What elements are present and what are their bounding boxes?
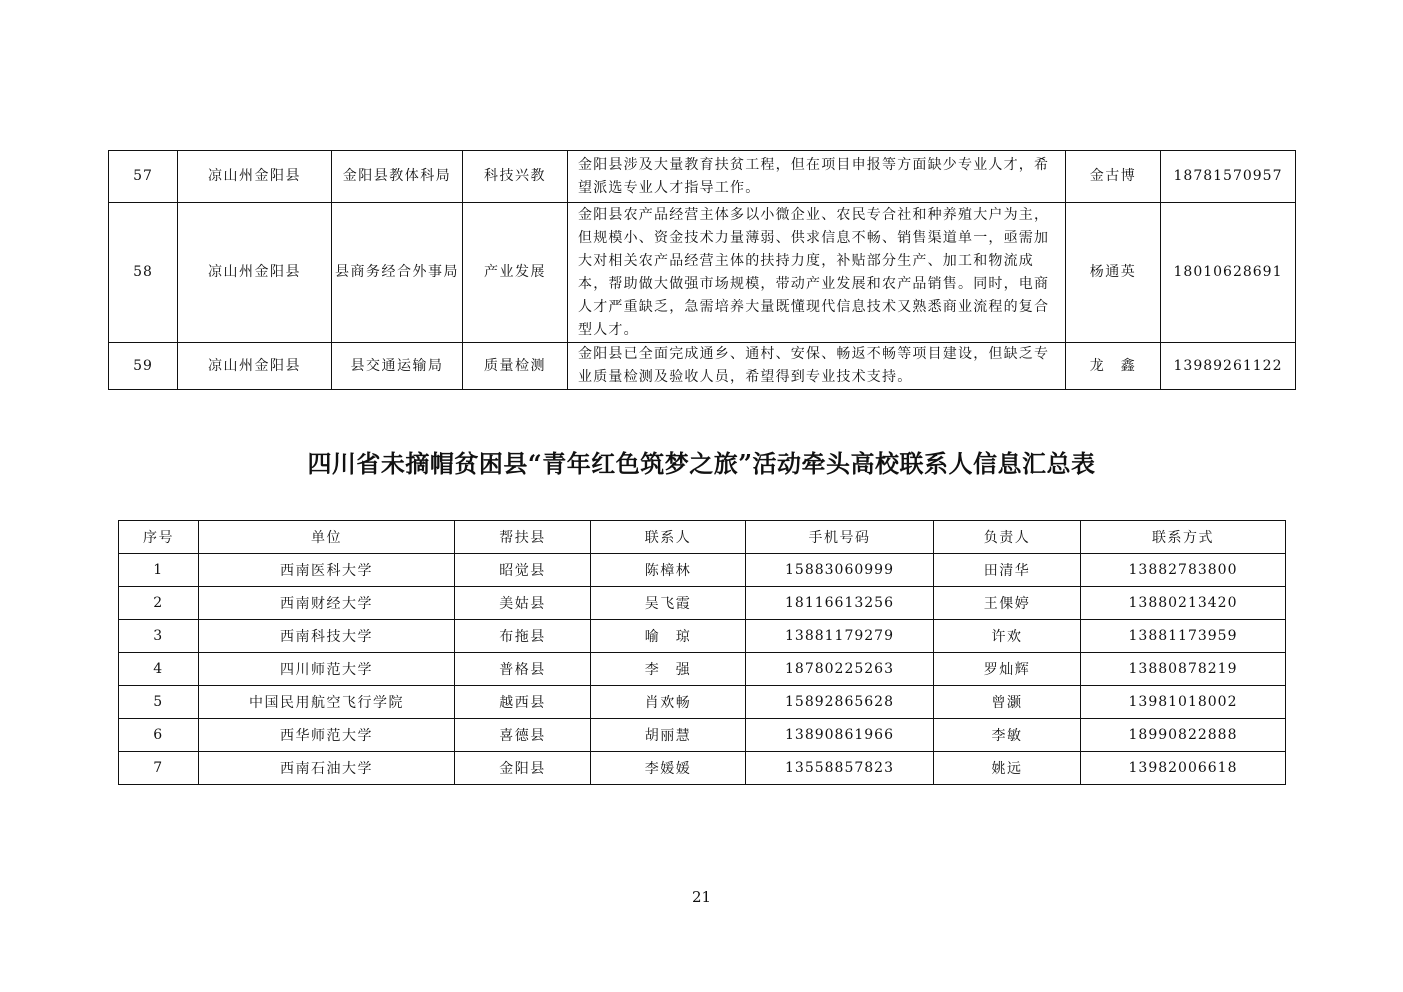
cell-no: 59 [109, 343, 178, 390]
cell-dept: 金阳县教体科局 [332, 151, 463, 203]
cell-desc: 金阳县已全面完成通乡、通村、安保、畅返不畅等项目建设，但缺乏专业质量检测及验收人员，希望得到专业技术支持。 [568, 343, 1066, 390]
table-row [119, 554, 1286, 587]
table-cell: 肖欢畅 [591, 686, 746, 719]
cell-field: 科技兴教 [463, 151, 568, 203]
cell-desc: 金阳县涉及大量教育扶贫工程，但在项目申报等方面缺少专业人才，希望派选专业人才指导工作。 [568, 151, 1066, 203]
column-header: 手机号码 [746, 521, 934, 554]
page-title: 四川省未摘帽贫困县“青年红色筑梦之旅”活动牵头高校联系人信息汇总表 [307, 449, 1096, 478]
table-cell: 13880213420 [1081, 587, 1286, 620]
table-row [119, 719, 1286, 752]
contacts-table [118, 520, 1286, 785]
table-cell: 昭觉县 [455, 554, 591, 587]
cell-no: 57 [109, 151, 178, 203]
table-cell: 6 [119, 719, 199, 752]
table-cell: 西南财经大学 [199, 587, 455, 620]
cell-phone: 13989261122 [1161, 343, 1296, 390]
table-row [109, 151, 1296, 203]
table-cell: 美姑县 [455, 587, 591, 620]
table-cell: 西华师范大学 [199, 719, 455, 752]
cell-dept: 县商务经合外事局 [332, 203, 463, 343]
table-cell: 西南科技大学 [199, 620, 455, 653]
table-cell: 13882783800 [1081, 554, 1286, 587]
table-cell: 普格县 [455, 653, 591, 686]
table-row [119, 752, 1286, 785]
table-cell: 喜德县 [455, 719, 591, 752]
table-cell: 王倮婷 [934, 587, 1081, 620]
table-cell: 18116613256 [746, 587, 934, 620]
table-cell: 1 [119, 554, 199, 587]
table-cell: 13558857823 [746, 752, 934, 785]
table-cell: 15892865628 [746, 686, 934, 719]
cell-desc: 金阳县农产品经营主体多以小微企业、农民专合社和种养殖大户为主，但规模小、资金技术力量薄弱、供求信息不畅、销售渠道单一，亟需加大对相关农产品经营主体的扶持力度，补贴部分生产、加工和物流成本，帮助做大做强市场规模，带动产业发展和农产品销售。同时，电商人才严重缺乏，急需培养大量既懂现代信息技术又熟悉商业流程的复合型人才。 [568, 203, 1066, 343]
cell-phone: 18010628691 [1161, 203, 1296, 343]
cell-no: 58 [109, 203, 178, 343]
table-row [119, 653, 1286, 686]
table-cell: 18780225263 [746, 653, 934, 686]
table-cell: 7 [119, 752, 199, 785]
cell-dept: 县交通运输局 [332, 343, 463, 390]
cell-field: 质量检测 [463, 343, 568, 390]
table-cell: 越西县 [455, 686, 591, 719]
table-cell: 姚远 [934, 752, 1081, 785]
table-cell: 13981018002 [1081, 686, 1286, 719]
table-cell: 西南石油大学 [199, 752, 455, 785]
column-header: 帮扶县 [455, 521, 591, 554]
table-cell: 吴飞霞 [591, 587, 746, 620]
cell-region: 凉山州金阳县 [178, 343, 332, 390]
table-row [119, 620, 1286, 653]
table-cell: 四川师范大学 [199, 653, 455, 686]
table-cell: 西南医科大学 [199, 554, 455, 587]
page-number: 21 [691, 888, 712, 906]
column-header: 联系方式 [1081, 521, 1286, 554]
column-header: 联系人 [591, 521, 746, 554]
column-header: 负责人 [934, 521, 1081, 554]
table-cell: 喻 琼 [591, 620, 746, 653]
table-row [119, 686, 1286, 719]
table-row [109, 203, 1296, 343]
table-cell: 18990822888 [1081, 719, 1286, 752]
column-header: 序号 [119, 521, 199, 554]
table-row [109, 343, 1296, 390]
table-cell: 李 强 [591, 653, 746, 686]
table-cell: 13982006618 [1081, 752, 1286, 785]
cell-phone: 18781570957 [1161, 151, 1296, 203]
table-cell: 4 [119, 653, 199, 686]
table-cell: 中国民用航空飞行学院 [199, 686, 455, 719]
column-header: 单位 [199, 521, 455, 554]
table-cell: 13890861966 [746, 719, 934, 752]
table-cell: 罗灿辉 [934, 653, 1081, 686]
table-row [119, 587, 1286, 620]
table-cell: 田清华 [934, 554, 1081, 587]
table-cell: 曾灏 [934, 686, 1081, 719]
cell-region: 凉山州金阳县 [178, 151, 332, 203]
table-cell: 13881179279 [746, 620, 934, 653]
projects-table [108, 150, 1296, 390]
cell-contact: 金古博 [1066, 151, 1161, 203]
table-cell: 布拖县 [455, 620, 591, 653]
table-cell: 15883060999 [746, 554, 934, 587]
cell-contact: 龙 鑫 [1066, 343, 1161, 390]
table-cell: 13880878219 [1081, 653, 1286, 686]
table-cell: 2 [119, 587, 199, 620]
table-cell: 胡丽慧 [591, 719, 746, 752]
table-cell: 13881173959 [1081, 620, 1286, 653]
cell-region: 凉山州金阳县 [178, 203, 332, 343]
table-cell: 金阳县 [455, 752, 591, 785]
table-cell: 3 [119, 620, 199, 653]
cell-contact: 杨通英 [1066, 203, 1161, 343]
table-cell: 5 [119, 686, 199, 719]
cell-field: 产业发展 [463, 203, 568, 343]
table-cell: 许欢 [934, 620, 1081, 653]
table-cell: 李媛媛 [591, 752, 746, 785]
table-cell: 陈樟林 [591, 554, 746, 587]
table-cell: 李敏 [934, 719, 1081, 752]
header-row [119, 521, 1286, 554]
